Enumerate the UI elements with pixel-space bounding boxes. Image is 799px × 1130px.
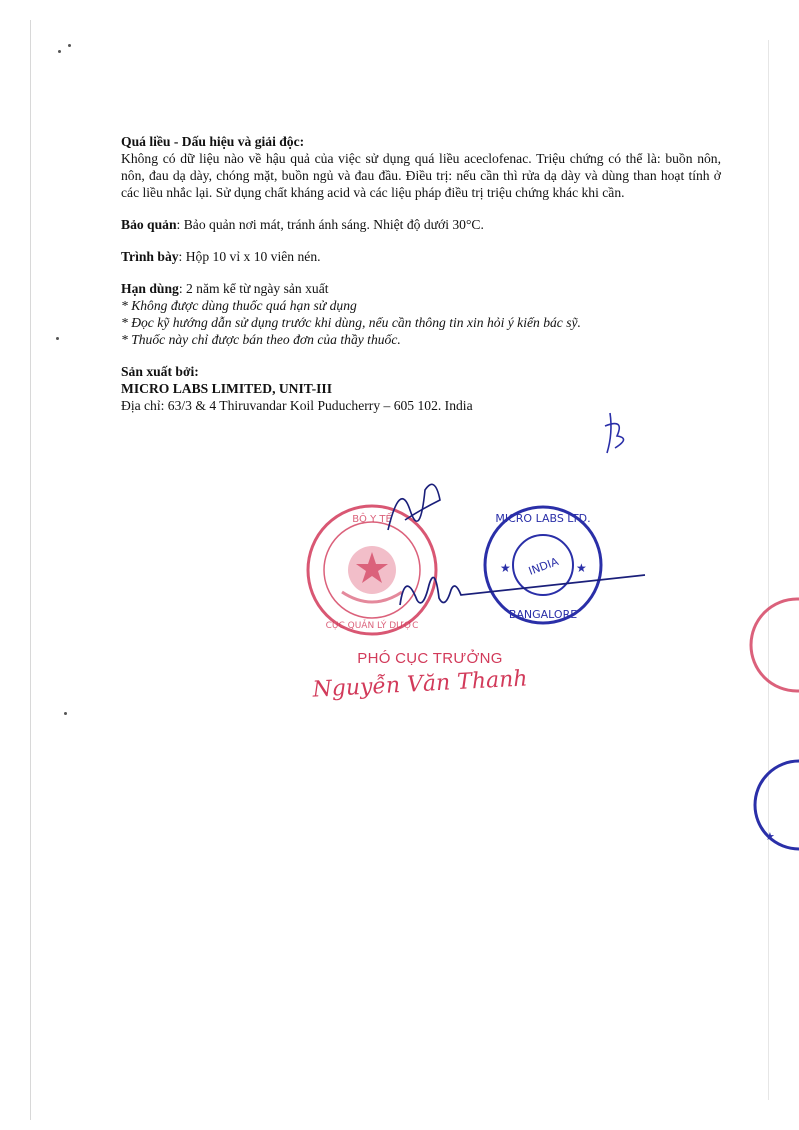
presentation-text: : Hộp 10 vỉ x 10 viên nén. bbox=[178, 249, 321, 264]
handwritten-signature bbox=[395, 550, 655, 620]
stamp-title: PHÓ CỤC TRƯỞNG bbox=[357, 650, 503, 667]
storage-label: Bảo quản bbox=[121, 217, 177, 232]
presentation-section bbox=[121, 248, 721, 265]
ministry-seal-bottom-text: CỤC QUẢN LÝ DƯỢC bbox=[325, 621, 419, 631]
overdose-section bbox=[121, 133, 721, 201]
storage-text: : Bảo quản nơi mát, tránh ánh sáng. Nhiệt độ dưới 30°C. bbox=[176, 217, 484, 232]
company-seal-center-text: INDIA bbox=[526, 555, 561, 578]
scan-speck bbox=[58, 50, 61, 53]
presentation-label: Trình bày bbox=[121, 249, 179, 264]
document-body bbox=[121, 133, 721, 429]
manufacturer-section bbox=[121, 363, 721, 414]
star-icon: ★ bbox=[576, 561, 587, 575]
company-seal-bottom-text: BANGALORE bbox=[508, 608, 578, 621]
partial-company-seal bbox=[735, 755, 799, 855]
page-edge-line bbox=[30, 20, 31, 1120]
scan-speck bbox=[68, 44, 71, 47]
overdose-heading: Quá liều - Dấu hiệu và giải độc: bbox=[121, 134, 305, 149]
scan-speck bbox=[56, 337, 59, 340]
storage-section bbox=[121, 216, 721, 233]
expiry-text: : 2 năm kể từ ngày sản xuất bbox=[178, 281, 329, 296]
company-seal-top-text: MICRO LABS LTD. bbox=[495, 512, 591, 525]
star-icon: ★ bbox=[765, 831, 775, 843]
expiry-section bbox=[121, 280, 721, 348]
manufacturer-address: Địa chỉ: 63/3 & 4 Thiruvandar Koil Puducherry – 605 102. India bbox=[121, 398, 473, 413]
stamp-signatory-name: Nguyễn Văn Thanh bbox=[311, 666, 529, 703]
expiry-note: * Đọc kỹ hướng dẫn sử dụng trước khi dùng, nếu cần thông tin xin hỏi ý kiến bác sỹ. bbox=[121, 315, 581, 330]
ministry-seal-top-text: BỘ Y TẾ bbox=[352, 514, 392, 525]
expiry-note: * Thuốc này chỉ được bán theo đơn của thầy thuốc. bbox=[121, 332, 401, 347]
scan-speck bbox=[64, 712, 67, 715]
expiry-note: * Không được dùng thuốc quá hạn sử dụng bbox=[121, 298, 357, 313]
expiry-label: Hạn dùng bbox=[121, 281, 179, 296]
star-icon: ★ bbox=[500, 561, 511, 575]
manufacturer-name: MICRO LABS LIMITED, UNIT-III bbox=[121, 381, 333, 396]
partial-ministry-seal bbox=[735, 595, 799, 695]
scan-edge-line bbox=[768, 40, 769, 1100]
overdose-text: Không có dữ liệu nào về hậu quả của việc sử dụng quá liều aceclofenac. Triệu chứng có thể là: buồn nôn, nôn, đau dạ dày, chóng mặt, buồn ngủ và đau đầu. Điều trị: nếu cần thì rửa dạ dày và dùng than hoạt tính ở các liều nhắc lại. Sử dụng chất kháng acid và các liệu pháp điều trị triệu chứng khác khi cần. bbox=[121, 151, 721, 200]
handwritten-signature bbox=[380, 470, 450, 540]
manufacturer-label: Sản xuất bởi: bbox=[121, 364, 199, 379]
handwritten-initials bbox=[595, 408, 635, 458]
